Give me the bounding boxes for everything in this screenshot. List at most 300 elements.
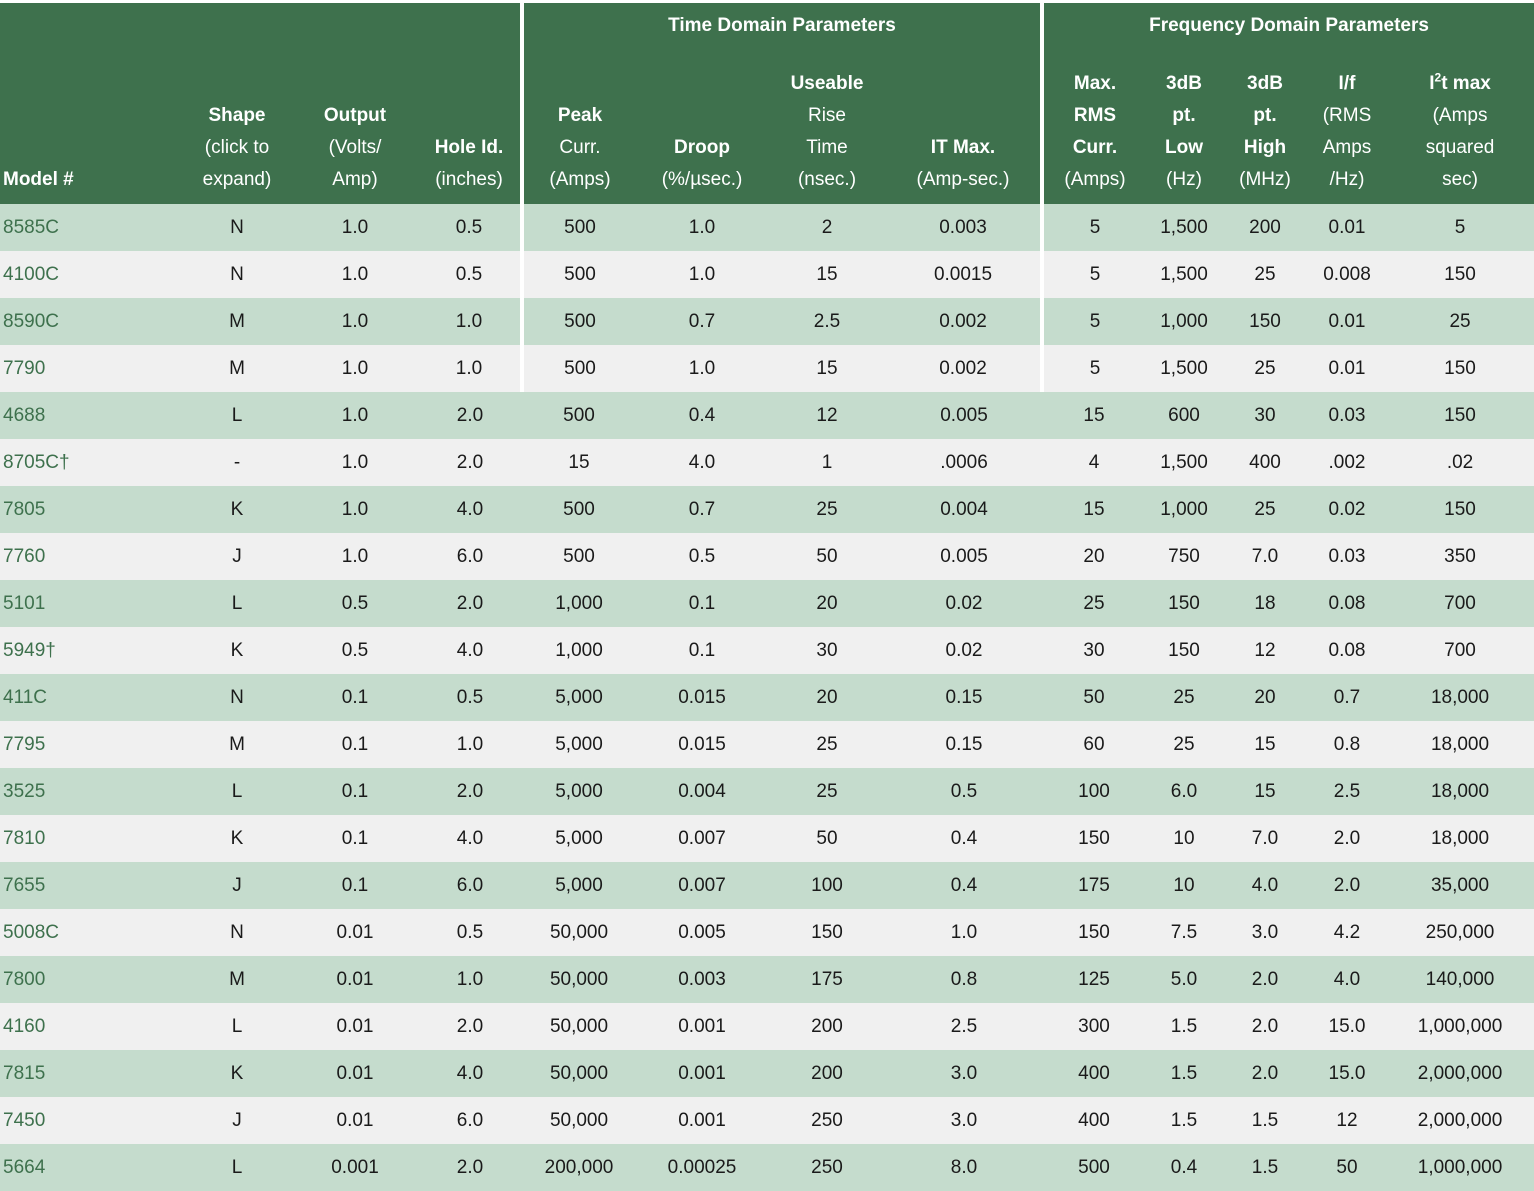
group-frequency-domain: Frequency Domain Parameters (1042, 2, 1534, 49)
col-rise-l3: Time (806, 137, 848, 158)
cell-output: 1.0 (292, 298, 418, 345)
group-time-domain: Time Domain Parameters (522, 2, 1042, 49)
cell-rise-time: 175 (768, 956, 886, 1003)
cell-i2t-max: 150 (1386, 486, 1534, 533)
cell-low-3db: 1,000 (1146, 298, 1222, 345)
cell-output: 0.5 (292, 627, 418, 674)
col-rise (768, 48, 886, 204)
cell-hole-id: 2.0 (418, 392, 522, 439)
cell-peak-current: 500 (522, 251, 636, 298)
cell-rise-time: 50 (768, 815, 886, 862)
model-link[interactable]: 7795 (0, 721, 182, 768)
cell-droop: 0.007 (636, 815, 768, 862)
cell-output: 0.5 (292, 580, 418, 627)
col-i2t (1386, 48, 1534, 204)
cell-rms-current: 300 (1042, 1003, 1146, 1050)
col-droop-l1: Droop (674, 137, 730, 158)
cell-peak-current: 15 (522, 439, 636, 486)
cell-i2t-max: 350 (1386, 533, 1534, 580)
cell-i2t-max: 25 (1386, 298, 1534, 345)
cell-i2t-max: 5 (1386, 204, 1534, 251)
col-rise-l2: Rise (807, 105, 846, 126)
cell-peak-current: 50,000 (522, 909, 636, 956)
cell-high-3db: 2.0 (1222, 956, 1308, 1003)
col-rise-l1: Useable (790, 73, 864, 94)
cell-i-over-f: 0.08 (1308, 580, 1386, 627)
cell-peak-current: 500 (522, 392, 636, 439)
model-link[interactable]: 7815 (0, 1050, 182, 1097)
cell-hole-id: 2.0 (418, 1144, 522, 1191)
table-row (0, 674, 1534, 721)
cell-i-over-f: 0.08 (1308, 627, 1386, 674)
cell-rise-time: 250 (768, 1144, 886, 1191)
col-high-l3: High (1243, 137, 1287, 158)
table-row (0, 392, 1534, 439)
cell-it-max: 0.02 (886, 627, 1042, 674)
col-if-l2: (RMS (1322, 105, 1372, 126)
col-i2t-l1 (1388, 68, 1532, 100)
table-row (0, 486, 1534, 533)
cell-it-max: 0.8 (886, 956, 1042, 1003)
cell-shape: N (182, 909, 292, 956)
model-link[interactable]: 8705C† (0, 439, 182, 486)
cell-it-max: 3.0 (886, 1050, 1042, 1097)
cell-rms-current: 4 (1042, 439, 1146, 486)
cell-peak-current: 500 (522, 298, 636, 345)
col-i2t-i: I (1429, 73, 1435, 94)
cell-i-over-f: 4.0 (1308, 956, 1386, 1003)
cell-droop: 0.7 (636, 486, 768, 533)
cell-output: 1.0 (292, 204, 418, 251)
cell-high-3db: 20 (1222, 674, 1308, 721)
cell-shape: M (182, 956, 292, 1003)
col-it-max (886, 48, 1042, 204)
cell-hole-id: 1.0 (418, 345, 522, 392)
cell-hole-id: 1.0 (418, 298, 522, 345)
col-shape-l3: expand) (202, 169, 272, 190)
cell-high-3db: 12 (1222, 627, 1308, 674)
col-high-l4: (MHz) (1239, 169, 1291, 190)
cell-it-max: .0006 (886, 439, 1042, 486)
cell-output: 0.001 (292, 1144, 418, 1191)
table-row (0, 627, 1534, 674)
cell-i2t-max: 18,000 (1386, 815, 1534, 862)
cell-rise-time: 25 (768, 721, 886, 768)
cell-shape: N (182, 674, 292, 721)
cell-output: 1.0 (292, 251, 418, 298)
cell-hole-id: 1.0 (418, 721, 522, 768)
cell-rms-current: 400 (1042, 1097, 1146, 1144)
cell-rise-time: 20 (768, 580, 886, 627)
cell-i2t-max: 250,000 (1386, 909, 1534, 956)
cell-peak-current: 1,000 (522, 580, 636, 627)
col-rms-l4: (Amps) (1064, 169, 1126, 190)
col-it-l1: IT Max. (930, 137, 996, 158)
cell-shape: K (182, 815, 292, 862)
cell-high-3db: 30 (1222, 392, 1308, 439)
cell-rms-current: 150 (1042, 909, 1146, 956)
cell-it-max: 0.004 (886, 486, 1042, 533)
col-i2t-rest: t max (1441, 73, 1491, 94)
col-i2t-l3: squared (1425, 137, 1495, 158)
col-shape (182, 48, 292, 204)
cell-i-over-f: 15.0 (1308, 1050, 1386, 1097)
cell-rms-current: 175 (1042, 862, 1146, 909)
cell-high-3db: 7.0 (1222, 815, 1308, 862)
cell-hole-id: 4.0 (418, 486, 522, 533)
cell-shape: K (182, 627, 292, 674)
group-header-row (0, 2, 1534, 49)
cell-droop: 4.0 (636, 439, 768, 486)
cell-i2t-max: 18,000 (1386, 768, 1534, 815)
cell-i-over-f: 2.0 (1308, 815, 1386, 862)
cell-i2t-max: 18,000 (1386, 674, 1534, 721)
cell-hole-id: 0.5 (418, 674, 522, 721)
table-row (0, 251, 1534, 298)
model-link[interactable]: 7810 (0, 815, 182, 862)
table-row (0, 580, 1534, 627)
col-low-l2: pt. (1172, 105, 1196, 126)
cell-it-max: 0.005 (886, 392, 1042, 439)
cell-shape: L (182, 580, 292, 627)
cell-i2t-max: 150 (1386, 392, 1534, 439)
cell-rise-time: 30 (768, 627, 886, 674)
col-high-l2: pt. (1253, 105, 1277, 126)
cell-low-3db: 1,500 (1146, 251, 1222, 298)
col-output (292, 48, 418, 204)
cell-peak-current: 1,000 (522, 627, 636, 674)
cell-it-max: 0.005 (886, 533, 1042, 580)
cell-droop: 0.00025 (636, 1144, 768, 1191)
cell-peak-current: 500 (522, 204, 636, 251)
cell-i2t-max: 700 (1386, 627, 1534, 674)
cell-rms-current: 150 (1042, 815, 1146, 862)
cell-i-over-f: 15.0 (1308, 1003, 1386, 1050)
cell-peak-current: 5,000 (522, 862, 636, 909)
table-row (0, 1050, 1534, 1097)
model-link[interactable]: 5949† (0, 627, 182, 674)
cell-hole-id: 1.0 (418, 956, 522, 1003)
col-hole (418, 48, 522, 204)
model-link[interactable]: 7790 (0, 345, 182, 392)
cell-low-3db: 6.0 (1146, 768, 1222, 815)
table-body (0, 204, 1534, 1191)
group-header-blank (0, 2, 522, 49)
cell-high-3db: 18 (1222, 580, 1308, 627)
cell-low-3db: 25 (1146, 674, 1222, 721)
cell-droop: 0.001 (636, 1097, 768, 1144)
cell-output: 1.0 (292, 392, 418, 439)
cell-output: 1.0 (292, 345, 418, 392)
cell-low-3db: 1,500 (1146, 345, 1222, 392)
col-peak-l1: Peak (557, 105, 603, 126)
cell-rms-current: 15 (1042, 486, 1146, 533)
cell-i2t-max: .02 (1386, 439, 1534, 486)
cell-rise-time: 50 (768, 533, 886, 580)
cell-hole-id: 6.0 (418, 533, 522, 580)
cell-high-3db: 4.0 (1222, 862, 1308, 909)
col-hole-l1: Hole Id. (434, 137, 504, 158)
cell-rms-current: 15 (1042, 392, 1146, 439)
cell-output: 0.1 (292, 862, 418, 909)
cell-it-max: 0.0015 (886, 251, 1042, 298)
cell-peak-current: 50,000 (522, 1050, 636, 1097)
cell-hole-id: 6.0 (418, 1097, 522, 1144)
cell-it-max: 0.003 (886, 204, 1042, 251)
col-rise-l4: (nsec.) (797, 169, 857, 190)
cell-hole-id: 2.0 (418, 580, 522, 627)
col-shape-l2: (click to (204, 137, 270, 158)
cell-high-3db: 400 (1222, 439, 1308, 486)
cell-it-max: 0.002 (886, 298, 1042, 345)
model-link[interactable]: 8585C (0, 204, 182, 251)
cell-i-over-f: 0.8 (1308, 721, 1386, 768)
cell-shape: N (182, 204, 292, 251)
cell-it-max: 0.02 (886, 580, 1042, 627)
cell-shape: K (182, 486, 292, 533)
cell-peak-current: 5,000 (522, 721, 636, 768)
col-if-l3: Amps (1322, 137, 1372, 158)
model-link[interactable]: 5008C (0, 909, 182, 956)
cell-i2t-max: 2,000,000 (1386, 1097, 1534, 1144)
cell-droop: 1.0 (636, 251, 768, 298)
cell-low-3db: 1,500 (1146, 439, 1222, 486)
cell-hole-id: 2.0 (418, 1003, 522, 1050)
cell-i-over-f: 0.01 (1308, 345, 1386, 392)
cell-rms-current: 500 (1042, 1144, 1146, 1191)
cell-i-over-f: 12 (1308, 1097, 1386, 1144)
cell-i2t-max: 2,000,000 (1386, 1050, 1534, 1097)
cell-high-3db: 25 (1222, 486, 1308, 533)
model-link[interactable]: 8590C (0, 298, 182, 345)
cell-droop: 0.001 (636, 1050, 768, 1097)
cell-peak-current: 5,000 (522, 815, 636, 862)
model-link[interactable]: 5664 (0, 1144, 182, 1191)
col-i2t-l4: sec) (1442, 169, 1478, 190)
col-peak-l3: (Amps) (549, 169, 611, 190)
cell-rms-current: 20 (1042, 533, 1146, 580)
col-3db-low (1146, 48, 1222, 204)
table-row (0, 721, 1534, 768)
table-row (0, 439, 1534, 486)
cell-it-max: 0.5 (886, 768, 1042, 815)
cell-hole-id: 4.0 (418, 627, 522, 674)
cell-peak-current: 200,000 (522, 1144, 636, 1191)
cell-i2t-max: 150 (1386, 345, 1534, 392)
col-rms-l1: Max. (1073, 73, 1117, 94)
col-high-l1: 3dB (1247, 73, 1283, 94)
cell-it-max: 0.15 (886, 674, 1042, 721)
cell-droop: 0.1 (636, 580, 768, 627)
cell-high-3db: 2.0 (1222, 1003, 1308, 1050)
cell-rise-time: 2 (768, 204, 886, 251)
cell-shape: M (182, 298, 292, 345)
cell-output: 0.01 (292, 909, 418, 956)
cell-high-3db: 25 (1222, 251, 1308, 298)
model-link[interactable]: 4688 (0, 392, 182, 439)
cell-hole-id: 6.0 (418, 862, 522, 909)
cell-i-over-f: 2.5 (1308, 768, 1386, 815)
cell-i2t-max: 140,000 (1386, 956, 1534, 1003)
table-row (0, 533, 1534, 580)
cell-rise-time: 15 (768, 345, 886, 392)
cell-hole-id: 0.5 (418, 251, 522, 298)
cell-shape: J (182, 1097, 292, 1144)
cell-rms-current: 50 (1042, 674, 1146, 721)
cell-high-3db: 200 (1222, 204, 1308, 251)
cell-i-over-f: 50 (1308, 1144, 1386, 1191)
table-row (0, 862, 1534, 909)
cell-low-3db: 150 (1146, 627, 1222, 674)
col-output-l1: Output (323, 105, 387, 126)
col-it-l2: (Amp-sec.) (916, 169, 1010, 190)
cell-shape: N (182, 251, 292, 298)
model-link[interactable]: 411C (0, 674, 182, 721)
cell-high-3db: 25 (1222, 345, 1308, 392)
cell-shape: L (182, 768, 292, 815)
cell-high-3db: 150 (1222, 298, 1308, 345)
cell-droop: 0.7 (636, 298, 768, 345)
cell-shape: L (182, 392, 292, 439)
cell-droop: 0.5 (636, 533, 768, 580)
cell-low-3db: 0.4 (1146, 1144, 1222, 1191)
cell-i2t-max: 35,000 (1386, 862, 1534, 909)
model-link[interactable]: 7805 (0, 486, 182, 533)
cell-i2t-max: 1,000,000 (1386, 1144, 1534, 1191)
cell-shape: M (182, 345, 292, 392)
cell-peak-current: 500 (522, 533, 636, 580)
cell-rms-current: 5 (1042, 204, 1146, 251)
cell-high-3db: 1.5 (1222, 1097, 1308, 1144)
cell-droop: 1.0 (636, 204, 768, 251)
cell-rise-time: 250 (768, 1097, 886, 1144)
cell-hole-id: 2.0 (418, 768, 522, 815)
table-row (0, 909, 1534, 956)
model-link[interactable]: 7450 (0, 1097, 182, 1144)
cell-rise-time: 200 (768, 1050, 886, 1097)
col-if-l1: I/f (1338, 73, 1356, 94)
cell-low-3db: 1.5 (1146, 1003, 1222, 1050)
table-row (0, 204, 1534, 251)
cell-droop: 0.003 (636, 956, 768, 1003)
table-row (0, 768, 1534, 815)
cell-rms-current: 125 (1042, 956, 1146, 1003)
cell-low-3db: 10 (1146, 862, 1222, 909)
col-droop-l2: (%/µsec.) (661, 169, 743, 190)
col-output-l2: (Volts/ (328, 137, 382, 158)
col-hole-l2: (inches) (435, 169, 503, 190)
cell-low-3db: 750 (1146, 533, 1222, 580)
cell-peak-current: 5,000 (522, 768, 636, 815)
cell-i-over-f: 2.0 (1308, 862, 1386, 909)
cell-droop: 0.1 (636, 627, 768, 674)
cell-it-max: 1.0 (886, 909, 1042, 956)
cell-rms-current: 30 (1042, 627, 1146, 674)
table-row (0, 1097, 1534, 1144)
cell-output: 1.0 (292, 486, 418, 533)
cell-output: 0.1 (292, 674, 418, 721)
column-header-row (0, 48, 1534, 204)
model-link[interactable]: 7800 (0, 956, 182, 1003)
cell-hole-id: 4.0 (418, 1050, 522, 1097)
table-row (0, 345, 1534, 392)
cell-rms-current: 5 (1042, 345, 1146, 392)
cell-rise-time: 15 (768, 251, 886, 298)
cell-hole-id: 2.0 (418, 439, 522, 486)
cell-i-over-f: 0.02 (1308, 486, 1386, 533)
cell-rms-current: 5 (1042, 251, 1146, 298)
cell-shape: M (182, 721, 292, 768)
cell-i-over-f: 0.008 (1308, 251, 1386, 298)
cell-it-max: 3.0 (886, 1097, 1042, 1144)
cell-rise-time: 20 (768, 674, 886, 721)
cell-hole-id: 0.5 (418, 909, 522, 956)
cell-rise-time: 1 (768, 439, 886, 486)
model-link[interactable]: 4100C (0, 251, 182, 298)
cell-it-max: 8.0 (886, 1144, 1042, 1191)
model-link[interactable]: 5101 (0, 580, 182, 627)
cell-i-over-f: 0.7 (1308, 674, 1386, 721)
cell-i2t-max: 150 (1386, 251, 1534, 298)
cell-i-over-f: 0.01 (1308, 204, 1386, 251)
cell-high-3db: 15 (1222, 768, 1308, 815)
cell-i-over-f: 4.2 (1308, 909, 1386, 956)
cell-i-over-f: 0.03 (1308, 533, 1386, 580)
cell-droop: 1.0 (636, 345, 768, 392)
cell-droop: 0.004 (636, 768, 768, 815)
table-row (0, 1144, 1534, 1191)
cell-droop: 0.005 (636, 909, 768, 956)
cell-rms-current: 100 (1042, 768, 1146, 815)
cell-peak-current: 50,000 (522, 956, 636, 1003)
cell-output: 1.0 (292, 439, 418, 486)
cell-i2t-max: 1,000,000 (1386, 1003, 1534, 1050)
cell-high-3db: 1.5 (1222, 1144, 1308, 1191)
cell-it-max: 0.15 (886, 721, 1042, 768)
cell-peak-current: 50,000 (522, 1003, 636, 1050)
cell-droop: 0.4 (636, 392, 768, 439)
cell-i-over-f: 0.01 (1308, 298, 1386, 345)
col-i2t-l2: (Amps (1432, 105, 1488, 126)
cell-low-3db: 10 (1146, 815, 1222, 862)
cell-high-3db: 15 (1222, 721, 1308, 768)
cell-output: 0.1 (292, 815, 418, 862)
table-row (0, 1003, 1534, 1050)
cell-high-3db: 7.0 (1222, 533, 1308, 580)
col-peak (522, 48, 636, 204)
cell-low-3db: 1.5 (1146, 1097, 1222, 1144)
cell-high-3db: 3.0 (1222, 909, 1308, 956)
model-link[interactable]: 7760 (0, 533, 182, 580)
cell-rms-current: 60 (1042, 721, 1146, 768)
cell-output: 1.0 (292, 533, 418, 580)
cell-hole-id: 4.0 (418, 815, 522, 862)
col-low-l3: Low (1165, 137, 1203, 158)
model-link[interactable]: 4160 (0, 1003, 182, 1050)
cell-rise-time: 25 (768, 768, 886, 815)
cell-droop: 0.015 (636, 674, 768, 721)
table-row (0, 956, 1534, 1003)
col-model-label: Model # (3, 169, 74, 190)
table-row (0, 815, 1534, 862)
cell-rise-time: 100 (768, 862, 886, 909)
model-link[interactable]: 3525 (0, 768, 182, 815)
cell-i-over-f: .002 (1308, 439, 1386, 486)
col-rms (1042, 48, 1146, 204)
model-link[interactable]: 7655 (0, 862, 182, 909)
cell-low-3db: 1.5 (1146, 1050, 1222, 1097)
cell-output: 0.01 (292, 956, 418, 1003)
